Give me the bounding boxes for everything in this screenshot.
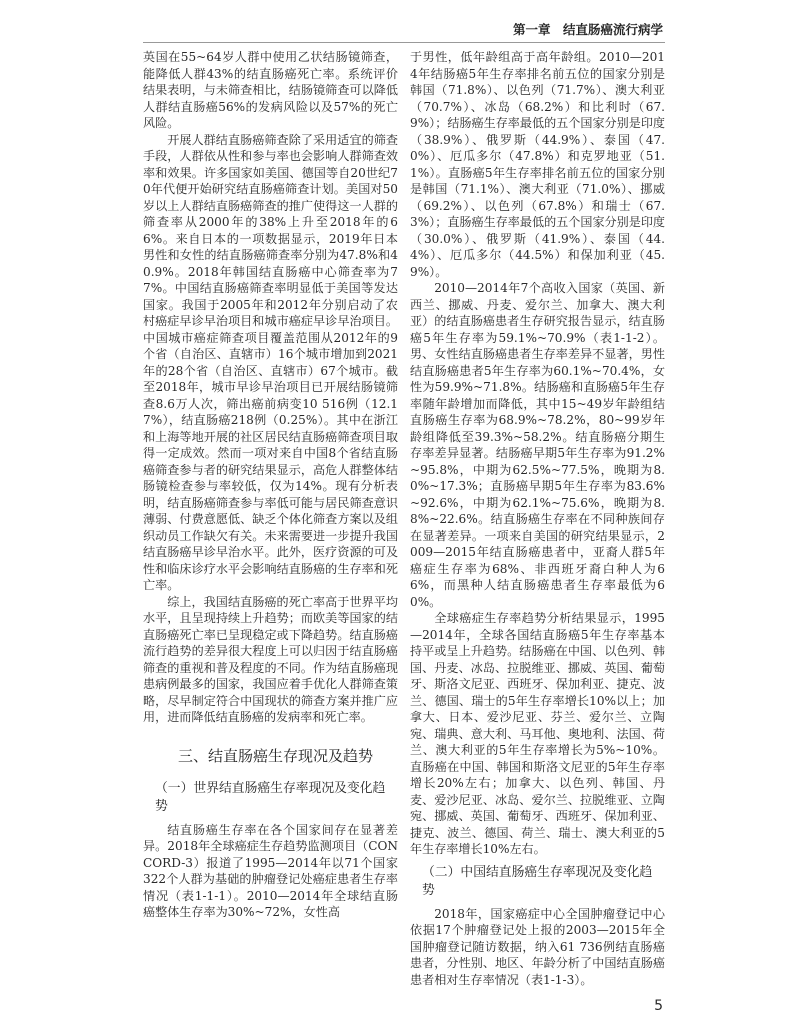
paragraph: 开展人群结直肠癌筛查除了采用适宜的筛查手段，人群依从性和参与率也会影响人群筛查效率和效果。许多国家如美国、德国等自20世纪70年代便开始研究结直肠癌筛查计划。美国对50岁以上人群结直肠癌筛查的推广使得这一人群的筛查率从2000年的38%上升至2018年的66%。来自日本的一项数据显示，2019年日本男性和女性的结直肠癌筛查率分别为47.8%和40.9%。2018年韩国结直肠癌中心筛查率为77%。中国结直肠癌筛查率明显低于美国等发达国家。我国于2005年和2012年分别启动了农村癌症早诊早治项目和城市癌症早诊早治项目。中国城市癌症筛查项目覆盖范围从2012年的9个省（自治区、直辖市）16个城市增加到2021年的28个省（自治区、直辖市）67个城市。截至2018年，城市早诊早治项目已开展结肠镜筛查8.6万人次，筛出癌前病变10 516例（12.17%），结直肠癌218例（0.25%）。其中在浙江和上海等地开展的社区居民结直肠癌筛查项目取得一定成效。然而一项对来自中国8个省结直肠癌筛查参与者的研究结果显示，高危人群整体结肠镜检查参与率较低，仅为14%。现有分析表明，结直肠癌筛查参与率低可能与居民筛查意识薄弱、付费意愿低、缺乏个体化筛查方案以及组织动员工作缺欠有关。未来需要进一步提升我国结直肠癌早诊早治水平。此外，医疗资源的可及性和临床诊疗水平会影响结直肠癌的生存率和死亡率。 bbox=[143, 132, 398, 592]
paragraph: 2018年，国家癌症中心全国肿瘤登记中心依据17个肿瘤登记处上报的2003—2015年全国肿瘤登记随访数据，纳入61 736例结直肠癌患者，分性别、地区、年龄分析了中国结直肠癌患者相对生存率情况（表1-1-3）。 bbox=[410, 906, 665, 987]
paragraph: 英国在55~64岁人群中使用乙状结肠镜筛查，能降低人群43%的结直肠癌死亡率。系统评价结果表明，与未筛查相比，结肠镜筛查可以降低人群结直肠癌56%的发病风险以及57%的死亡风险。 bbox=[143, 50, 398, 130]
subsection-heading: （二）中国结直肠癌生存率现况及变化趋势 bbox=[422, 864, 653, 898]
subsection-heading: （一）世界结直肠癌生存率现况及变化趋势 bbox=[155, 780, 386, 814]
section-heading: 三、结直肠癌生存现况及趋势 bbox=[178, 746, 374, 765]
paragraph: 全球癌症生存率趋势分析结果显示，1995—2014年，全球各国结直肠癌5年生存率基本持平或呈上升趋势。结肠癌在中国、以色列、韩国、丹麦、冰岛、拉脱维亚、挪威、英国、葡萄牙、斯洛文尼亚、西班牙、保加利亚、捷克、波兰、德国、瑞士的5年生存率增长10%以上；加拿大、日本、爱沙尼亚、芬兰、爱尔兰、立陶宛、瑞典、意大利、马耳他、奥地利、法国、荷兰、澳大利亚的5年生存率增长为5%~10%。直肠癌在中国、韩国和斯洛文尼亚的5年生存率增长20%左右；加拿大、以色列、韩国、丹麦、爱沙尼亚、冰岛、爱尔兰、拉脱维亚、立陶宛、挪威、英国、葡萄牙、西班牙、保加利亚、捷克、波兰、德国、荷兰、瑞士、澳大利亚的5年生存率增长10%左右。 bbox=[410, 611, 665, 856]
header-divider bbox=[143, 42, 665, 43]
paragraph: 综上，我国结直肠癌的死亡率高于世界平均水平，且呈现持续上升趋势；而欧美等国家的结直肠癌死亡率已呈现稳定或下降趋势。结直肠癌流行趋势的差异很大程度上可以归因于结直肠癌筛查的重视和普及程度的不同。作为结直肠癌现患病例最多的国家，我国应着手优化人群筛查策略，尽早制定符合中国现状的筛查方案并推广应用，进而降低结直肠癌的发病率和死亡率。 bbox=[143, 594, 398, 724]
page-number: 5 bbox=[654, 998, 663, 1014]
left-column bbox=[143, 49, 398, 921]
right-column bbox=[410, 49, 665, 988]
running-header: 第一章 结直肠癌流行病学 bbox=[512, 22, 663, 37]
paragraph: 结直肠癌生存率在各个国家间存在显著差异。2018年全球癌症生存趋势监测项目（CONCORD-3）报道了1995—2014年以71个国家322个人群为基础的肿瘤登记处癌症患者生存率情况（表1-1-1）。2010—2014年全球结直肠癌整体生存率为30%~72%，女性高 bbox=[143, 822, 398, 919]
paragraph: 于男性，低年龄组高于高年龄组。2010—2014年结肠癌5年生存率排名前五位的国家分别是韩国（71.8%）、以色列（71.7%）、澳大利亚（70.7%）、冰岛（68.2%）和比利时（67.9%）；结肠癌生存率最低的五个国家分别是印度（38.9%）、俄罗斯（44.9%）、泰国（47.0%）、厄瓜多尔（47.8%）和克罗地亚（51.1%）。直肠癌5年生存率排名前五位的国家分别是韩国（71.1%）、澳大利亚（71.0%）、挪威（69.2%）、以色列（67.8%）和瑞士（67.3%）；直肠癌生存率最低的五个国家分别是印度（30.0%）、俄罗斯（41.9%）、泰国（44.4%）、厄瓜多尔（44.5%）和保加利亚（45.9%）。 bbox=[410, 50, 666, 279]
two-column-body bbox=[143, 49, 665, 988]
paragraph: 2010—2014年7个高收入国家（英国、新西兰、挪威、丹麦、爱尔兰、加拿大、澳大利亚）的结直肠癌患者生存研究报告显示，结直肠癌5年生存率为59.1%~70.9%（表1-1-2）。男、女性结直肠癌患者生存率差异不显著，男性结直肠癌患者5年生存率为60.1%~70.4%，女性为59.9%~71.8%。结肠癌和直肠癌5年生存率随年龄增加而降低，其中15~49岁年龄组结直肠癌生存率为68.9%~78.2%，80~99岁年龄组降低至39.3%~58.2%。结直肠癌分期生存率差异显著。结肠癌早期5年生存率为91.2%~95.8%，中期为62.5%~77.5%，晚期为8.0%~17.3%；直肠癌早期5年生存率为83.6%~92.6%，中期为62.1%~75.6%，晚期为8.8%~22.6%。结直肠癌生存率在不同种族间存在显著差异。一项来自美国的研究结果显示，2009—2015年结直肠癌患者中，亚裔人群5年癌症生存率为68%、非西班牙裔白种人为66%，而黑种人结直肠癌患者生存率最低为60%。 bbox=[410, 281, 665, 609]
